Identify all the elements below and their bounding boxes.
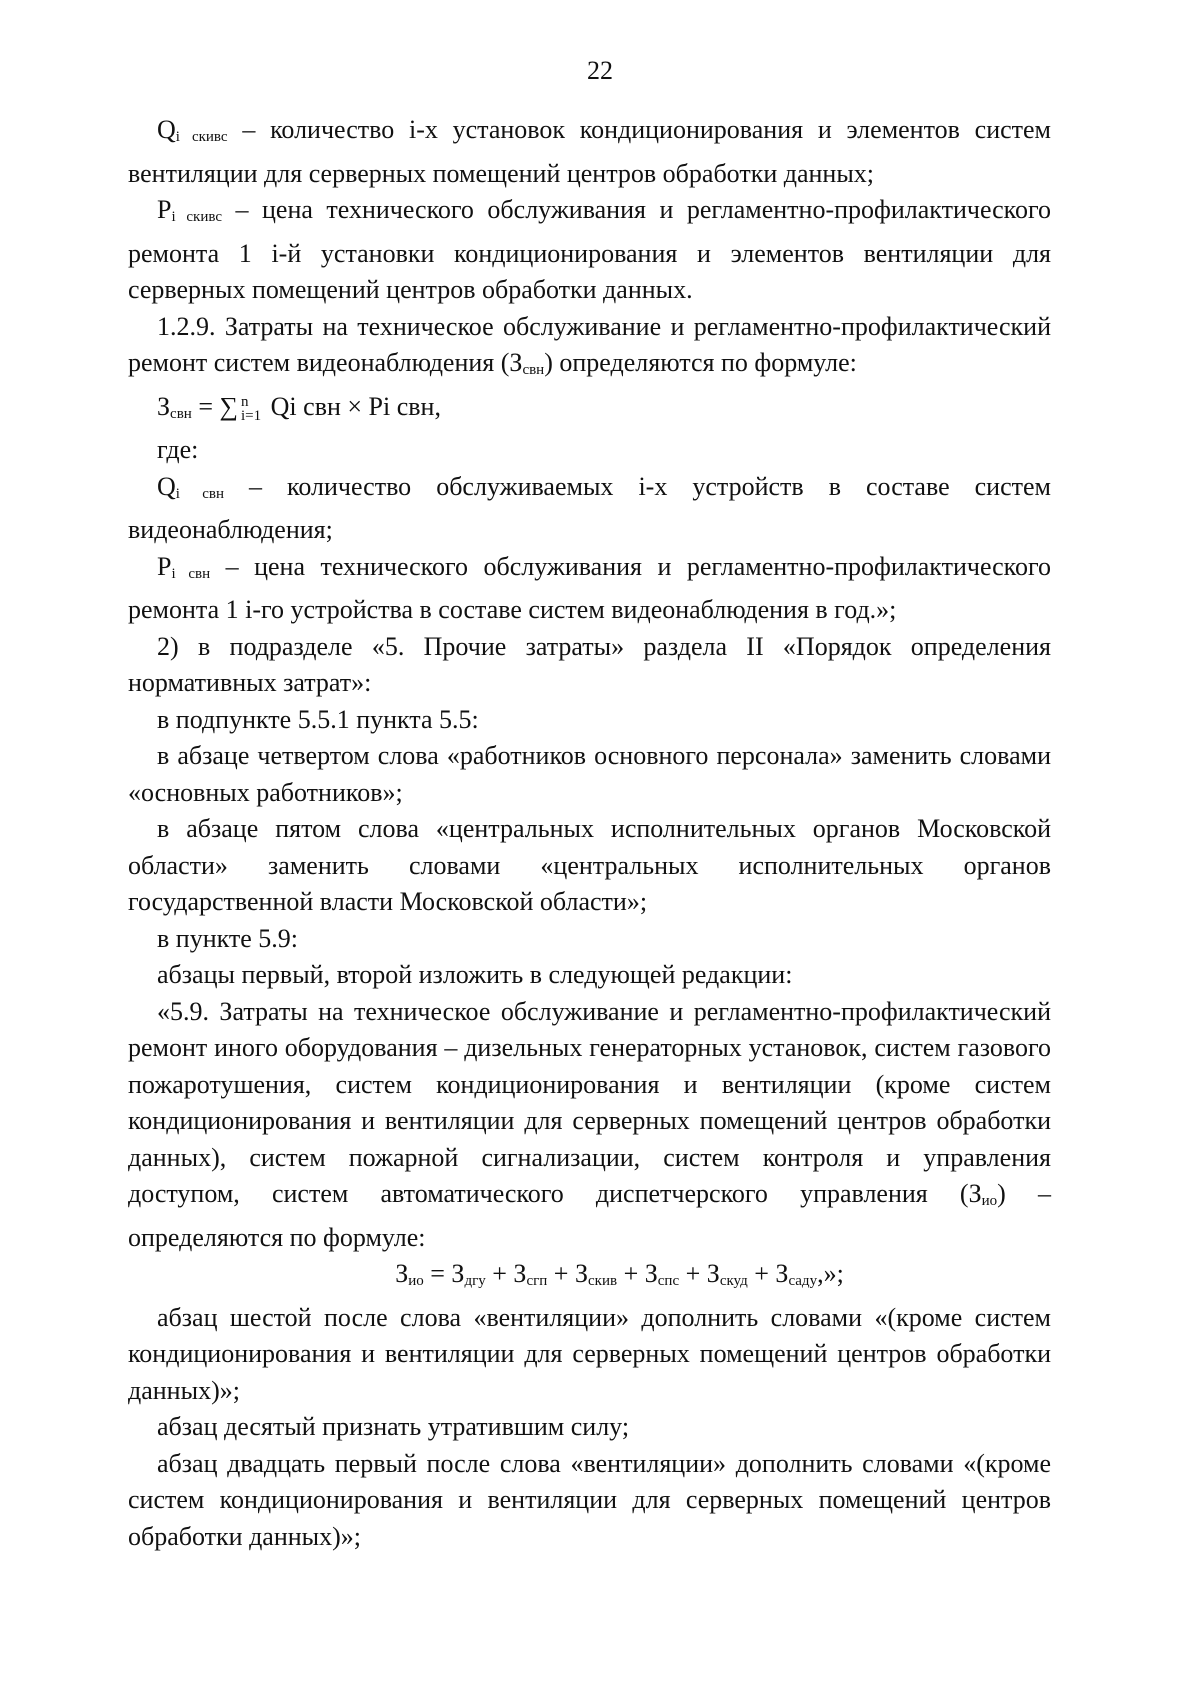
formula-lhs-subscript: свн [170,405,192,422]
definition-p-skivs [128,192,1051,309]
formula-term: З [395,1259,409,1288]
where-label [128,432,1051,469]
paragraph-1-2-9 [128,309,1051,389]
subscript: i скивс [175,129,228,145]
sum-sign: = ∑ [191,391,239,421]
symbol: Q [157,115,176,144]
page-number: 22 [587,56,613,85]
formula-term: = З [423,1259,465,1288]
formula-rhs: Qi свн × Pi свн, [264,391,441,421]
amendment-item: в абзаце пятом слова «центральных исполнительных органов Московской области» заменить словами «центральных исполнительных органов государственной власти Московской области»; [128,814,1051,916]
paragraph-text: «5.9. Затраты на техническое обслуживание и регламентно-профилактический ремонт иного оборудования – дизельных генераторных установок, систем газового пожаротушения, систем кондиционирования и вентиляции (кроме систем кондиционирования и вентиляции для серверных помещений центров обработки данных), систем пожарной сигнализации, систем контроля и управления доступом, систем автоматического диспетчерского управления (З [128,996,1051,1208]
formula-subscript: саду [788,1273,818,1289]
formula-subscript: спс [657,1273,680,1289]
formula-term: + З [679,1259,720,1288]
definition-text: – количество обслуживаемых i-х устройств в составе систем видеонаблюдения; [128,471,1051,544]
paragraph-text: 1.2.9. Затраты на техническое обслуживание и регламентно-профилактический ремонт систем видеонаблюдения (З [128,311,1051,377]
where-text: где: [157,435,199,464]
formula-subscript: ио [408,1273,424,1289]
formula-io [128,1256,1051,1300]
definition-text: – количество i-х установок кондиционирования и элементов систем вентиляции для серверных помещений центров обработки данных; [128,115,1051,188]
formula-term: + З [617,1259,658,1288]
subscript: i свн [175,485,224,502]
amendment-item: в пункте 5.9: [157,923,299,953]
formula-svn [128,389,1051,433]
amendment-item: в подпункте 5.5.1 пункта 5.5: [157,704,479,734]
paragraph-tail: ) определяются по формуле: [544,348,857,377]
document-body [128,112,1051,1555]
symbol: P [157,195,172,224]
sum-lower: i=1 [241,407,262,424]
symbol: P [157,551,172,581]
definition-q-skivs [128,112,1051,192]
subscript: i скивс [171,209,223,225]
formula-subscript: дгу [464,1273,486,1289]
amendment-item: абзац шестой после слова «вентиляции» дополнить словами «(кроме систем кондиционирования и вентиляции для серверных помещений центров обработки данных)»; [128,1302,1051,1405]
amendment-item: 2) в подразделе «5. Прочие затраты» раздела II «Порядок определения нормативных затрат»: [128,631,1051,697]
subscript: свн [522,362,545,378]
subscript: i свн [171,565,211,582]
amendment-item: абзацы первый, второй изложить в следующей редакции: [157,960,793,989]
sum-upper: n [241,393,249,410]
formula-term: ,»; [817,1259,844,1288]
paragraph-5-9 [128,994,1051,1257]
formula-lhs: З [157,391,171,421]
formula-term: + З [547,1259,588,1288]
formula-subscript: скуд [719,1273,748,1289]
formula-term: + З [747,1259,789,1288]
symbol: Q [157,471,176,501]
amendment-item: в абзаце четвертом слова «работников основного персонала» заменить словами «основных работников»; [128,741,1051,807]
formula-subscript: сгп [526,1273,548,1289]
amendment-item: абзац двадцать первый после слова «вентиляции» дополнить словами «(кроме систем кондиционирования и вентиляции для серверных помещений центров обработки данных)»; [128,1448,1051,1551]
formula-term: + З [485,1259,527,1288]
formula-subscript: скив [588,1273,618,1289]
amendment-item: абзац десятый признать утратившим силу; [157,1412,630,1441]
definition-text: – цена технического обслуживания и регламентно-профилактического ремонта 1 i-й установки кондиционирования и элементов вентиляции для серверных помещений центров обработки данных. [128,195,1051,304]
sum-limits [241,395,261,423]
definition-q-svn [128,469,1051,549]
definition-p-svn [128,549,1051,629]
definition-text: – цена технического обслуживания и регламентно-профилактического ремонта 1 i-го устройства в составе систем видеонаблюдения в год.»; [128,551,1052,624]
paragraph-tail: ) – определяются по формуле: [128,1179,1051,1252]
subscript: ио [981,1193,998,1209]
